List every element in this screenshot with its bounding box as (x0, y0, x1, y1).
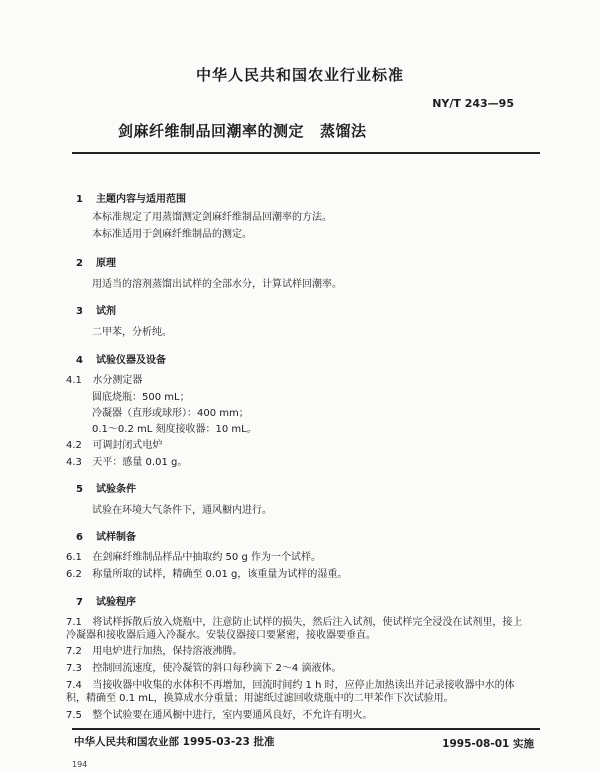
title-method: 蒸馏法 (320, 122, 367, 140)
section-5-para-1: 试验在环境大气条件下，通风橱内进行。 (92, 505, 272, 516)
header-rule (72, 152, 540, 154)
item-4-1: 4.1 水分测定器 (66, 375, 143, 386)
item-7-4: 7.4 当接收器中收集的水体积不再增加，回流时间约 1 h 时，应停止加热读出并记录接收器中水的体积，精确至 0.1 mL，换算成水分重量；用滤纸过滤回收烧瓶中的二甲苯作下次试验用。 (66, 680, 515, 704)
page-number: 194 (72, 760, 88, 769)
section-1-heading: 1 主题内容与适用范围 (76, 194, 186, 205)
section-2-para-1: 用适当的溶剂蒸馏出试样的全部水分，计算试样回潮率。 (92, 279, 342, 290)
item-7-1: 7.1 将试样拆散后放入烧瓶中，注意防止试样的损失，然后注入试剂，使试样完全浸没在试剂里，接上冷凝器和接收器后通入冷凝水。安装仪器接口要紧密，接收器要垂直。 (66, 617, 523, 641)
section-3-para-1: 二甲苯，分析纯。 (92, 327, 172, 338)
effective-date: 1995-08-01 实施 (442, 738, 534, 750)
item-4-2: 4.2 可调封闭式电炉 (66, 440, 163, 451)
item-6-1: 6.1 在剑麻纤维制品样品中抽取约 50 g 作为一个试样。 (66, 552, 321, 563)
section-6-heading: 6 试样制备 (76, 532, 136, 543)
title-main: 剑麻纤维制品回潮率的测定 (118, 122, 305, 140)
item-4-3: 4.3 天平：感量 0.01 g。 (66, 457, 188, 468)
item-6-2: 6.2 称量所取的试样，精确至 0.01 g，该重量为试样的湿重。 (66, 569, 348, 580)
section-1-para-2: 本标准适用于剑麻纤维制品的测定。 (92, 229, 252, 240)
section-2-heading: 2 原理 (76, 258, 116, 269)
item-4-1-b: 冷凝器（直形或球形）：400 mm； (92, 408, 249, 419)
standard-org: 中华人民共和国农业行业标准 (195, 66, 404, 84)
standard-code: NY/T 243—95 (432, 97, 514, 110)
footer-rule (72, 728, 540, 730)
item-7-5: 7.5 整个试验要在通风橱中进行，室内要通风良好，不允许有明火。 (66, 710, 373, 721)
section-1-para-1: 本标准规定了用蒸馏测定剑麻纤维制品回潮率的方法。 (92, 212, 332, 223)
item-7-3: 7.3 控制回流速度，使冷凝管的斜口每秒滴下 2～4 滴液体。 (66, 663, 342, 674)
approval-line: 中华人民共和国农业部 1995-03-23 批准 (74, 736, 275, 748)
item-7-2: 7.2 用电炉进行加热，保持溶液沸腾。 (66, 646, 243, 657)
section-7-heading: 7 试验程序 (76, 597, 136, 608)
item-4-1-c: 0.1～0.2 mL 刻度接收器：10 mL。 (92, 424, 257, 435)
section-5-heading: 5 试验条件 (76, 484, 136, 495)
item-4-1-a: 圆底烧瓶：500 mL； (92, 392, 190, 403)
section-3-heading: 3 试剂 (76, 306, 116, 317)
section-4-heading: 4 试验仪器及设备 (76, 355, 166, 366)
document-title (118, 120, 367, 141)
